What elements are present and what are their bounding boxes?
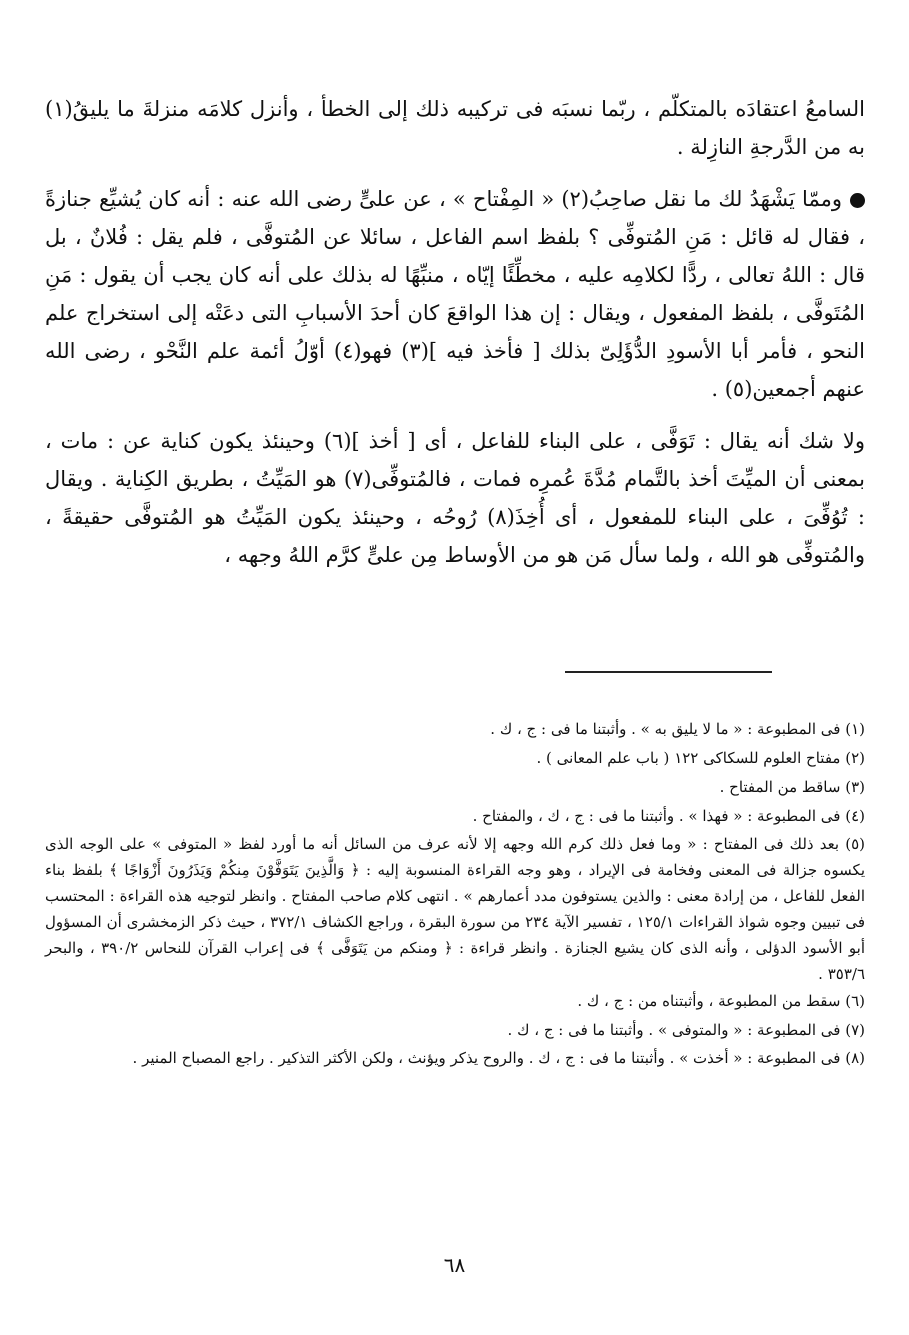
- page-number: ٦٨: [443, 1253, 466, 1277]
- paragraph: [45, 422, 865, 574]
- paragraph-text: السامعُ اعتقادَه بالمتكلّم ، ربّما نسبَه فى تركيبه ذلك إلى الخطأ ، وأنزل كلامَه منزلةَ ما يليقُ(١) به من الدَّرجةِ النازِلة .: [45, 97, 865, 159]
- paragraph-bullet: [45, 180, 865, 408]
- footnote-8: (٨) فى المطبوعة : « أخذت » . وأثبتنا ما فى : ج ، ك . والروح يذكر ويؤنث ، ولكن الأكثر التذكير . راجع المصباح المنير .: [132, 1049, 865, 1067]
- footnote-7: (٧) فى المطبوعة : « والمتوفى » . وأثبتنا ما فى : ج ، ك .: [507, 1021, 865, 1039]
- paragraph-text: ولا شك أنه يقال : تَوَفَّى ، على البناء للفاعل ، أى [ أخذ ](٦) وحينئذ يكون كناية عن : مات ، بمعنى أن الميِّتَ أخذ بالتَّمام مُدَّةَ عُمرِه فمات ، فالمُتوفِّى(٧) هو المَيِّتُ ، بطريق الكِناية . ويقال : تُوُفِّىَ ، على البناء للمفعول ، أى أُخِذَ(٨) رُوحُه ، وحينئذ يكون المَيِّتُ هو المُتوفَّى حقيقةً ، والمُتوفِّى هو الله ، ولما سأل مَن هو من الأوساط مِن علىٍّ كرَّم اللهُ وجهه ،: [45, 429, 865, 567]
- main-text: [45, 90, 865, 574]
- footnote-6: (٦) سقط من المطبوعة ، وأثبتناه من : ج ، ك .: [577, 992, 865, 1010]
- footnotes: [45, 715, 865, 1071]
- footnote-2: (٢) مفتاح العلوم للسكاكى ١٢٢ ( باب علم المعانى ) .: [536, 749, 865, 767]
- paragraph-text: وممّا يَشْهَدُ لك ما نقل صاحِبُ(٢) « المِفْتاح » ، عن علىٍّ رضى الله عنه : أنه كان يُشيِّع جنازةً ، فقال له قائل : مَنِ المُتوفِّى ؟ بلفظ اسم الفاعل ، سائلا عن المُتوفَّى ، فلم يقل : فُلانٌ ، بل قال : اللهُ تعالى ، ردًّا لكلامِه عليه ، مخطِّئًا إيّاه ، منبِّهًا له بذلك على أنه كان يجب أن يقول : مَنِ المُتَوفَّى ، بلفظ المفعول ، ويقال : إن هذا الواقعَ كان أحدَ الأسبابِ التى دعَتْه إلى استخراج علم النحو ، فأمر أبا الأسودِ الدُّؤَلِىّ بذلك [ فأخذ فيه ](٣) فهو(٤) أوّلُ أئمة علم النَّحْو ، رضى الله عنهم أجمعين(٥) .: [45, 187, 865, 401]
- paragraph-continued: [45, 90, 865, 166]
- bullet-icon: [850, 193, 865, 208]
- footnote-3: (٣) ساقط من المفتاح .: [719, 778, 865, 796]
- footnote-5: (٥) بعد ذلك فى المفتاح : « وما فعل ذلك كرم الله وجهه إلا لأنه عرف من السائل أنه ما أورد لفظ « المتوفى » على الوجه الذى يكسوه جزالة فى المعنى وفخامة فى الإيراد ، وهو وجه القراءة المنسوبة إليه : ﴿ وَالَّذِينَ يَتَوَفَّوْنَ مِنكُمْ وَيَذَرُونَ أَزْوَاجًا ﴾ بلفظ بناء الفعل للفاعل ، من إرادة معنى : والذين يستوفون مدد أعمارهم » . انتهى كلام صاحب المفتاح . وانظر لتوجيه هذه القراءة : المحتسب فى تبيين وجوه شواذ القراءات ١٢٥/١ ، تفسير الآية ٢٣٤ من سورة البقرة ، وراجع الكشاف ٣٧٢/١ ، حيث ذكر الزمخشرى أن المسؤول أبو الأسود الدؤلى ، وأنه الذى كان يشيع الجنازة . وانظر قراءة : ﴿ ومنكم من يَتَوَفَّى ﴾ فى إعراب القرآن للنحاس ٣٩٠/٢ ، والبحر ٣٥٣/٦ .: [45, 835, 865, 983]
- footnote-4: (٤) فى المطبوعة : « فهذا » . وأثبتنا ما فى : ج ، ك ، والمفتاح .: [472, 807, 865, 825]
- footnote-separator: [565, 671, 772, 673]
- footnote-1: (١) فى المطبوعة : « ما لا يليق به » . وأثبتنا ما فى : ج ، ك .: [490, 720, 865, 738]
